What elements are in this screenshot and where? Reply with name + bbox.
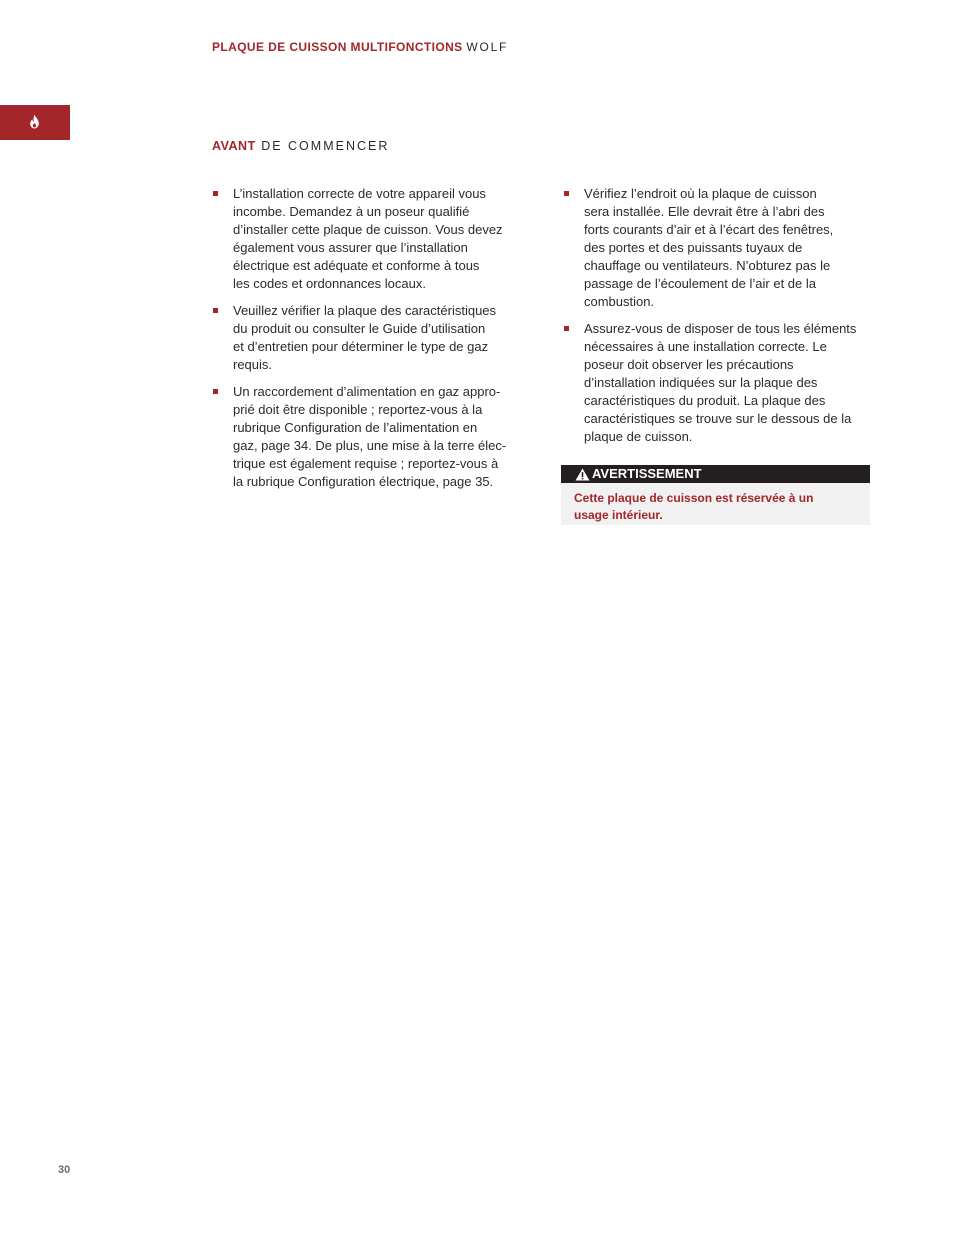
warning-box [561,465,870,525]
list-item [212,185,534,293]
list-item-text-line: chauffage ou ventilateurs. N’obturez pas le [584,258,831,273]
page-header [212,40,508,54]
warning-triangle-icon [575,468,590,481]
section-title-rest: DE COMMENCER [261,139,390,153]
list-item-text-line: caractéristiques du produit. La plaque des [584,393,826,408]
list-item-text-line: du produit ou consulter le Guide d’utilisation [233,321,486,336]
right-bullet-list [563,185,888,446]
list-item-text-line: d’installation indiquées sur la plaque des [584,375,818,390]
section-tab [0,105,70,140]
list-item-text-line: incombe. Demandez à un poseur qualifié [233,204,470,219]
list-item-text-line: rubrique Configuration de l’alimentation en [233,420,478,435]
list-item-text-line: également vous assurer que l’installation [233,240,468,255]
document-title: PLAQUE DE CUISSON MULTIFONCTIONS [212,40,463,54]
list-item-text-line: Vérifiez l’endroit où la plaque de cuisson [584,186,817,201]
list-item [563,185,888,311]
warning-label: AVERTISSEMENT [592,466,702,481]
list-item-text-line: les codes et ordonnances locaux. [233,276,426,291]
list-item-text-line: Un raccordement d’alimentation en gaz appro- [233,384,501,399]
list-item-text-line: sera installée. Elle devrait être à l’abri des [584,204,825,219]
left-column [212,185,534,500]
list-item-text-line: nécessaires à une installation correcte. Le [584,339,827,354]
list-item-text-line: gaz, page 34. De plus, une mise à la terre élec- [233,438,507,453]
list-item-text-line: combustion. [584,294,655,309]
list-item [212,383,534,491]
list-item-text-line: requis. [233,357,273,372]
list-item-text-line: Veuillez vérifier la plaque des caractéristiques [233,303,497,318]
list-item-text-line: forts courants d’air et à l’écart des fenêtres, [584,222,834,237]
list-item-text-line: poseur doit observer les précautions [584,357,794,372]
list-item-text-line: plaque de cuisson. [584,429,693,444]
bullet-square-icon [564,191,569,196]
section-title [212,139,389,153]
warning-header [561,465,870,483]
list-item [212,302,534,374]
page-number: 30 [58,1164,71,1176]
bullet-square-icon [564,326,569,331]
list-item-text-line: d’installer cette plaque de cuisson. Vous devez [233,222,503,237]
left-bullet-list [212,185,534,491]
brand-name: WOLF [466,40,509,54]
list-item-text-line: trique est également requise ; reportez-vous à [233,456,499,471]
list-item-text-line: passage de l’écoulement de l’air et de la [584,276,816,291]
list-item-text-line: caractéristiques se trouve sur le dessous de la [584,411,852,426]
list-item-text-line: la rubrique Configuration électrique, page 35. [233,474,494,489]
list-item-text-line: prié doit être disponible ; reportez-vous à la [233,402,483,417]
list-item [563,320,888,446]
warning-text-line: Cette plaque de cuisson est réservée à un [574,491,814,505]
flame-icon [29,114,40,129]
list-item-text-line: Assurez-vous de disposer de tous les éléments [584,321,857,336]
section-title-accent: AVANT [212,139,256,153]
list-item-text-line: L’installation correcte de votre appareil vous [233,186,486,201]
right-column [563,185,888,455]
bullet-square-icon [213,191,218,196]
warning-text-line: usage intérieur. [574,508,663,522]
list-item-text-line: des portes et des puissants tuyaux de [584,240,803,255]
bullet-square-icon [213,308,218,313]
bullet-square-icon [213,389,218,394]
warning-text [561,483,870,525]
list-item-text-line: et d’entretien pour déterminer le type de gaz [233,339,489,354]
list-item-text-line: électrique est adéquate et conforme à tous [233,258,480,273]
